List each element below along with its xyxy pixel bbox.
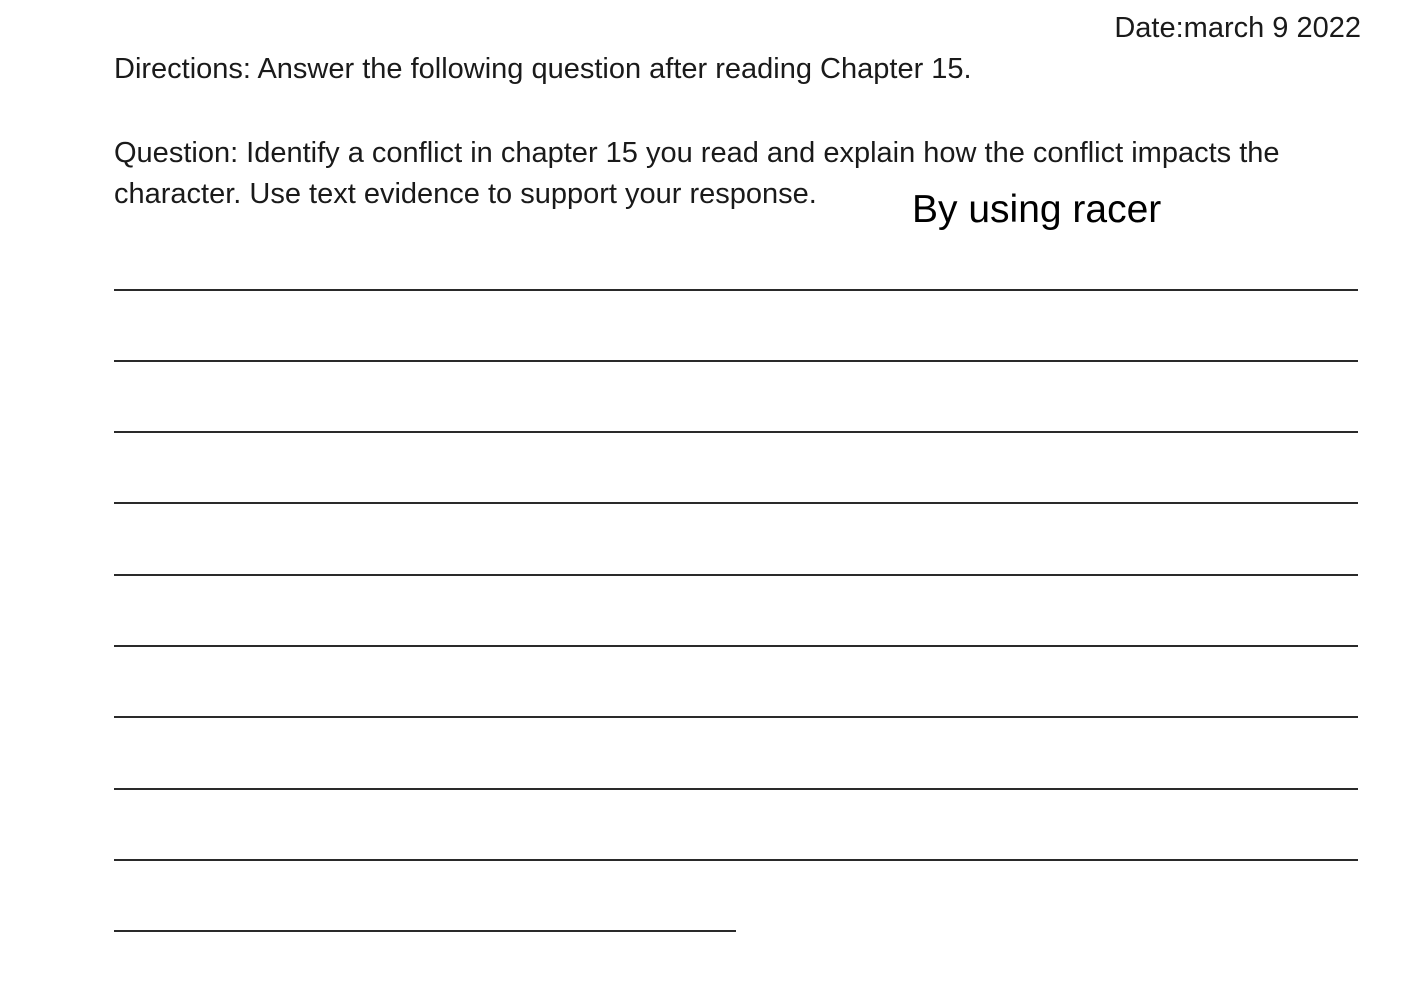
answer-line[interactable] — [114, 788, 1358, 790]
answer-line[interactable] — [114, 360, 1358, 362]
answer-line[interactable] — [114, 645, 1358, 647]
directions-text: Directions: Answer the following question after reading Chapter 15. — [114, 53, 972, 85]
question-text: Question: Identify a conflict in chapter 15 you read and explain how the conflict impacts the character. Use text evidence to support your response. — [114, 137, 1280, 210]
answer-line[interactable] — [114, 716, 1358, 718]
cut-off-text-fragment — [292, 0, 332, 4]
answer-line-last[interactable] — [114, 930, 736, 932]
answer-line[interactable] — [114, 859, 1358, 861]
answer-line[interactable] — [114, 502, 1358, 504]
answer-line[interactable] — [114, 431, 1358, 433]
date-label: Date:march 9 2022 — [1114, 12, 1361, 44]
typed-answer-text[interactable]: By using racer — [912, 188, 1162, 231]
answer-line[interactable] — [114, 289, 1358, 291]
answer-line[interactable] — [114, 574, 1358, 576]
